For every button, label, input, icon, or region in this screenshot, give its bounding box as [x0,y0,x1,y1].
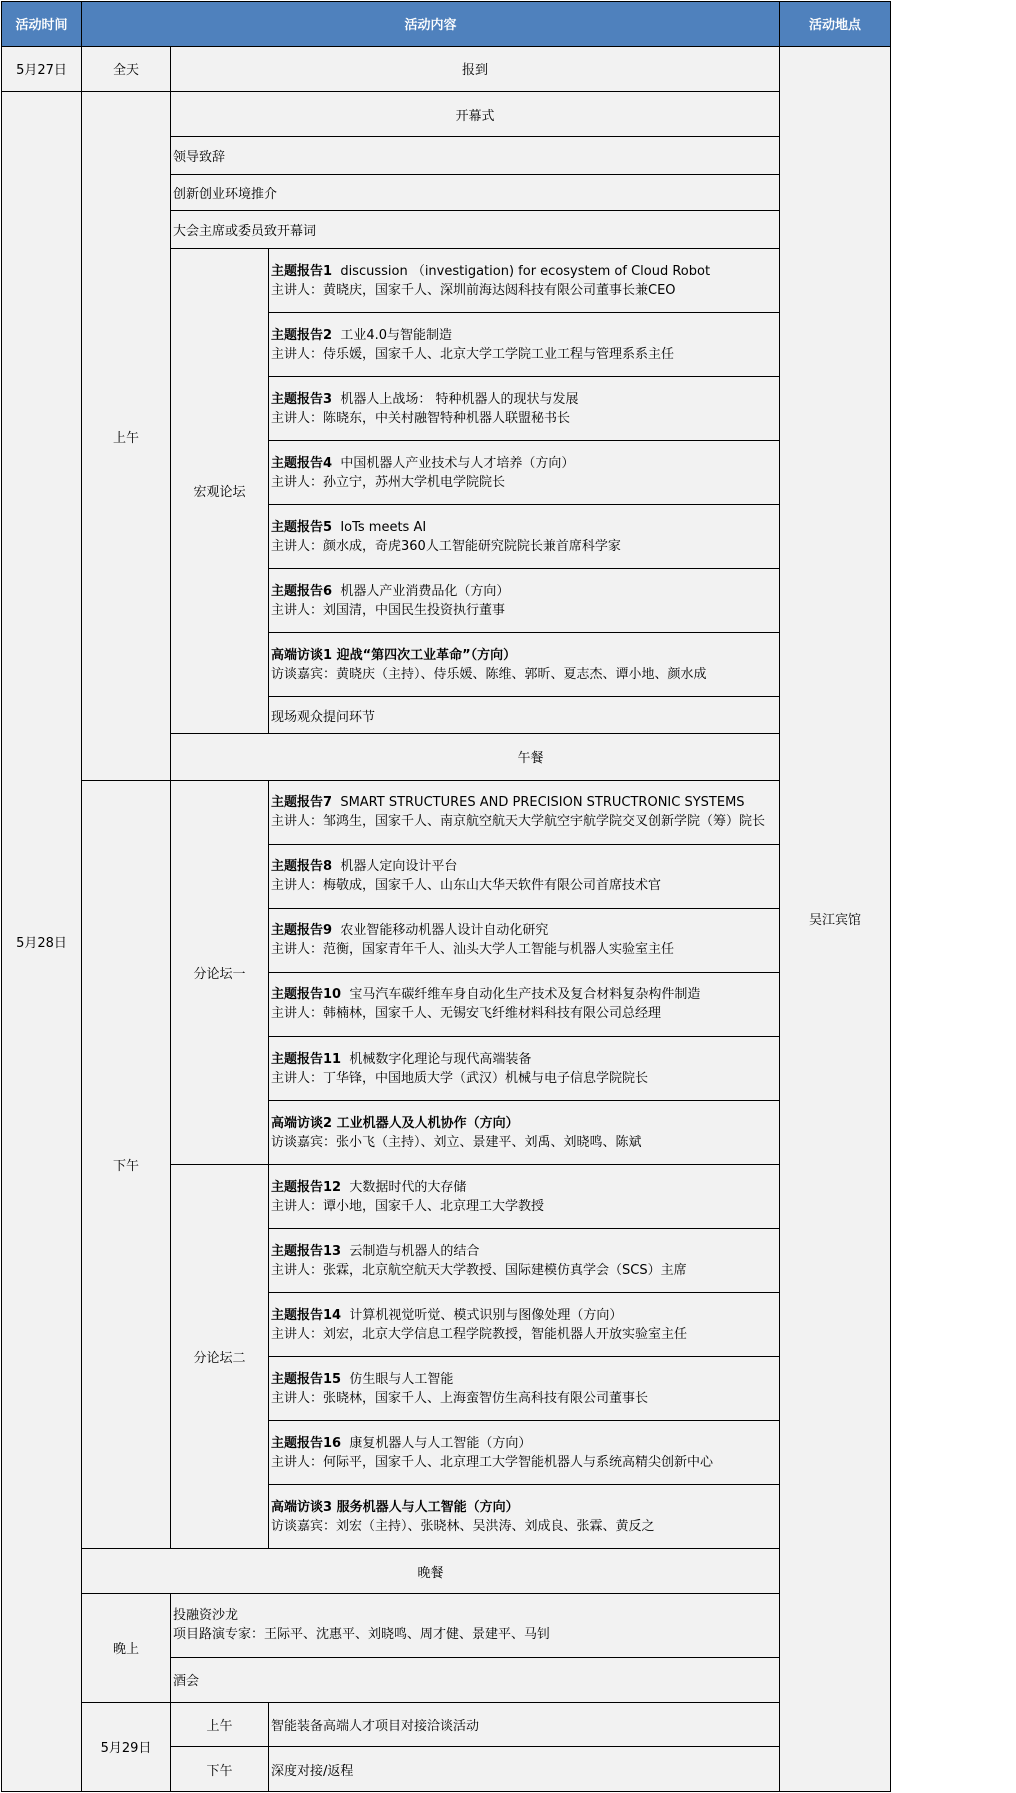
report-label: 主题报告15 [271,1371,342,1387]
report-title: 工业4.0与智能制造 [340,327,452,343]
dinner: 晚餐 [82,1549,780,1594]
forum-name-macro: 宏观论坛 [171,249,269,734]
header-time: 活动时间 [2,2,82,47]
report-speaker: 主讲人：范衡，国家青年千人、汕头大学人工智能与机器人实验室主任 [271,942,675,958]
interview-3 [269,1485,780,1549]
keynote-report-6 [269,569,780,633]
report-label: 主题报告14 [271,1307,342,1323]
keynote-report-9 [269,908,780,972]
keynote-report-1 [269,249,780,313]
report-label: 主题报告7 [271,795,333,811]
table-row [2,780,891,844]
agenda-item: 大会主席或委员致开幕词 [171,211,780,249]
reception: 酒会 [171,1658,780,1703]
date-cell-5-28: 5月28日 [2,92,82,1792]
date-cell-5-27: 5月27日 [2,46,82,92]
interview-1 [269,633,780,697]
report-title: 宝马汽车碳纤维车身自动化生产技术及复合材料复杂构件制造 [349,987,701,1003]
period-cell-afternoon: 下午 [82,780,171,1549]
report-label: 主题报告16 [271,1435,342,1451]
report-speaker: 主讲人：张霖，北京航空航天大学教授、国际建模仿真学会（SCS）主席 [271,1262,687,1278]
qa-session: 现场观众提问环节 [269,697,780,734]
report-label: 主题报告10 [271,987,342,1003]
report-title: 计算机视觉听觉、模式识别与图像处理（方向） [349,1307,623,1323]
interview-guests: 访谈嘉宾：张小飞（主持）、刘立、景建平、刘禹、刘晓鸣、陈斌 [271,1134,642,1150]
report-label: 主题报告12 [271,1179,342,1195]
activity-cell: 深度对接/返程 [269,1747,891,1792]
report-label: 主题报告5 [271,519,333,535]
report-speaker: 主讲人：刘宏，北京大学信息工程学院教授，智能机器人开放实验室主任 [271,1326,688,1342]
report-title: discussion （investigation) for ecosystem of Cloud Robot [340,263,711,279]
report-speaker: 主讲人：韩楠林，国家千人、无锡安飞纤维材料科技有限公司总经理 [271,1006,662,1022]
keynote-report-10 [269,972,780,1036]
report-speaker: 主讲人：谭小地，国家千人、北京理工大学教授 [271,1198,545,1214]
report-title: 康复机器人与人工智能（方向） [349,1435,532,1451]
lunch: 午餐 [171,733,891,780]
report-label: 主题报告9 [271,923,333,939]
keynote-report-5 [269,505,780,569]
report-speaker: 主讲人：邹鸿生，国家千人、南京航空航天大学航空宇航学院交叉创新学院（筹）院长 [271,814,766,830]
report-speaker: 主讲人：孙立宁，苏州大学机电学院院长 [271,474,506,490]
report-speaker: 主讲人：张晓林，国家千人、上海蛮智仿生高科技有限公司董事长 [271,1390,649,1406]
agenda-item: 领导致辞 [171,136,780,174]
keynote-report-14 [269,1293,780,1357]
keynote-report-15 [269,1357,780,1421]
report-speaker: 主讲人：黄晓庆，国家千人、深圳前海达闼科技有限公司董事长兼CEO [271,282,676,298]
report-title: 农业智能移动机器人设计自动化研究 [340,923,549,939]
table-row [2,1549,891,1594]
table-row [2,46,891,92]
report-title: SMART STRUCTURES AND PRECISION STRUCTRONIC SYSTEMS [340,795,745,811]
report-title: 机器人定向设计平台 [340,859,458,875]
keynote-report-11 [269,1037,780,1101]
report-speaker: 主讲人：丁华锋，中国地质大学（武汉）机械与电子信息学院院长 [271,1070,649,1086]
agenda-item: 创新创业环境推介 [171,174,780,211]
interview-guests: 访谈嘉宾：黄晓庆（主持）、侍乐媛、陈维、郭昕、夏志杰、谭小地、颜水成 [271,666,707,682]
keynote-report-2 [269,313,780,377]
report-label: 主题报告8 [271,859,333,875]
report-speaker: 主讲人：颜水成，奇虎360人工智能研究院院长兼首席科学家 [271,538,621,554]
interview-guests: 访谈嘉宾：刘宏（主持）、张晓林、吴洪涛、刘成良、张霖、黄反之 [271,1518,655,1534]
report-label: 主题报告13 [271,1243,342,1259]
table-row [2,1593,891,1657]
report-speaker: 主讲人：何际平，国家千人、北京理工大学智能机器人与系统高精尖创新中心 [271,1454,714,1470]
date-cell-5-29: 5月29日 [82,1702,171,1791]
schedule-table [1,1,891,1792]
report-title: 机器人产业消费品化（方向） [340,583,510,599]
interview-title: 高端访谈1 迎战“第四次工业革命”（方向） [271,647,517,663]
salon-title: 投融资沙龙 [173,1608,239,1624]
report-label: 主题报告3 [271,391,333,407]
interview-title: 高端访谈3 服务机器人与人工智能（方向） [271,1499,519,1515]
period-cell-morning: 上午 [171,1702,269,1747]
report-title: 机器人上战场： 特种机器人的现状与发展 [340,391,579,407]
report-label: 主题报告2 [271,327,333,343]
report-title: 大数据时代的大存储 [349,1179,467,1195]
opening-ceremony: 开幕式 [171,92,780,137]
period-cell-evening: 晚上 [82,1593,171,1702]
keynote-report-8 [269,844,780,908]
report-label: 主题报告1 [271,263,333,279]
report-title: 云制造与机器人的结合 [349,1243,480,1259]
activity-cell: 智能装备高端人才项目对接洽谈活动 [269,1702,891,1747]
report-title: IoTs meets AI [340,519,427,535]
report-speaker: 主讲人：侍乐媛，国家千人、北京大学工学院工业工程与管理系系主任 [271,346,675,362]
period-cell-afternoon: 下午 [171,1747,269,1792]
location-cell: 吴江宾馆 [780,46,891,1791]
keynote-report-12 [269,1165,780,1229]
header-location: 活动地点 [780,2,891,47]
interview-title: 高端访谈2 工业机器人及人机协作（方向） [271,1115,519,1131]
report-title: 中国机器人产业技术与人才培养（方向） [340,455,575,471]
report-title: 机械数字化理论与现代高端装备 [349,1051,532,1067]
report-label: 主题报告6 [271,583,333,599]
investment-salon [171,1593,780,1657]
header-row [2,2,891,47]
keynote-report-16 [269,1421,780,1485]
keynote-report-7 [269,780,780,844]
interview-2 [269,1101,780,1165]
keynote-report-3 [269,377,780,441]
report-speaker: 主讲人：陈晓东，中关村融智特种机器人联盟秘书长 [271,410,571,426]
roadshow-experts: 项目路演专家：王际平、沈惠平、刘晓鸣、周才健、景建平、马钊 [173,1627,551,1643]
period-cell-morning: 上午 [82,92,171,780]
keynote-report-4 [269,441,780,505]
report-title: 仿生眼与人工智能 [349,1371,454,1387]
report-label: 主题报告4 [271,455,333,471]
table-row [2,92,891,137]
header-content: 活动内容 [82,2,780,47]
period-cell: 全天 [82,46,171,92]
report-speaker: 主讲人：梅敬成，国家千人、山东山大华天软件有限公司首席技术官 [271,878,662,894]
keynote-report-13 [269,1229,780,1293]
report-label: 主题报告11 [271,1051,342,1067]
activity-cell: 报到 [171,46,780,92]
forum-name-1: 分论坛一 [171,780,269,1164]
table-row [2,1702,891,1747]
report-speaker: 主讲人：刘国清，中国民生投资执行董事 [271,602,506,618]
forum-name-2: 分论坛二 [171,1165,269,1549]
